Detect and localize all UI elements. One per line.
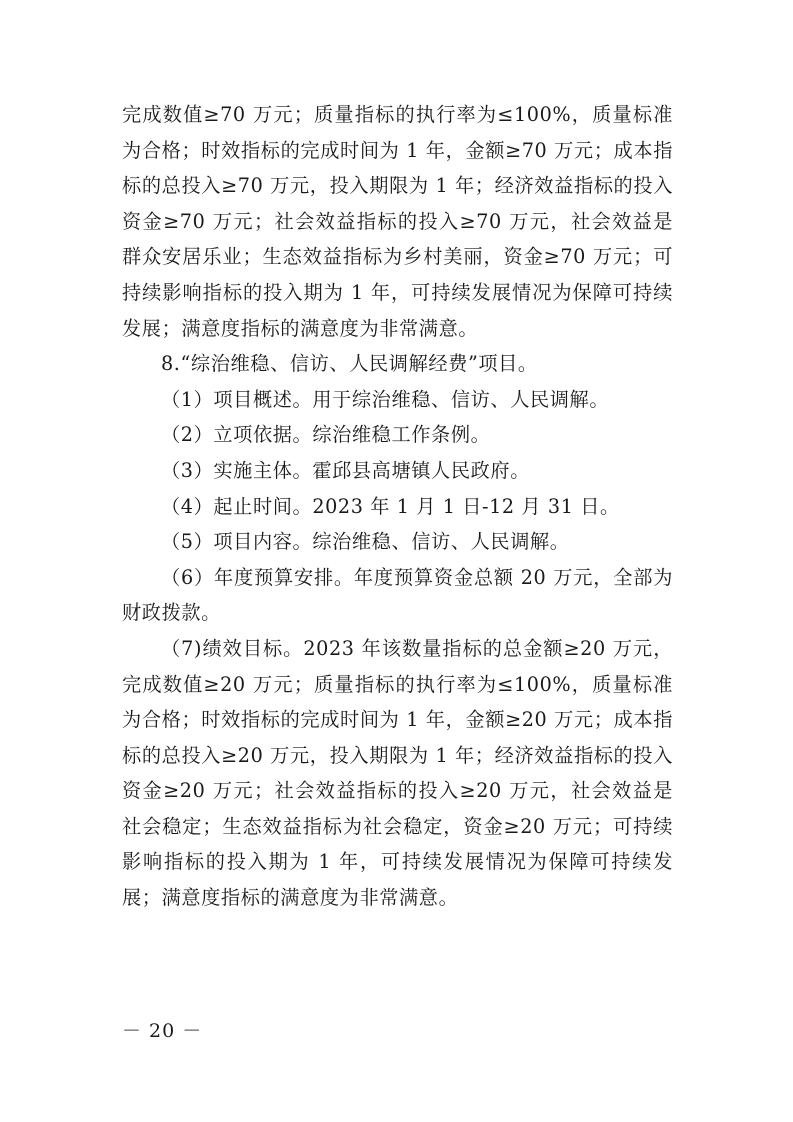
paragraph-overview: （1）项目概述。用于综治维稳、信访、人民调解。 <box>161 387 610 411</box>
section-heading: 8.“综治维稳、信访、人民调解经费”项目。 <box>161 352 538 376</box>
paragraph-basis: （2）立项依据。综治维稳工作条例。 <box>161 423 491 447</box>
paragraph-goals: （7)绩效目标。2023 年该数量指标的总金额≥20 万元，完成数值≥20 万元；质量指标的执行率为≤100%，质量标准为合格；时效指标的完成时间为 1 年，金额≥20 万元；成本指标的总投入≥20 万元，投入期限为 1 年；经济效益指标的投入资金≥20 万元；社会效益指标的投入≥20 万元，社会效益是社会稳定；生态效益指标为社会稳定，资金≥20 万元；可持续影响指标的投入期为 1 年，可持续发展情况为保障可持续发展；满意度指标的满意度为非常满意。 <box>122 636 673 910</box>
paragraph-budget: （6）年度预算安排。年度预算资金总额 20 万元，全部为财政拨款。 <box>122 565 673 625</box>
paragraph-period: （4）起止时间。2023 年 1 月 1 日-12 月 31 日。 <box>161 494 620 518</box>
paragraph-content: （5）项目内容。综治维稳、信访、人民调解。 <box>161 530 570 554</box>
document-body <box>122 97 673 916</box>
paragraph-entity: （3）实施主体。霍邱县高塘镇人民政府。 <box>161 458 530 482</box>
page-number: － 20 － <box>122 1020 203 1042</box>
paragraph-continuation: 完成数值≥70 万元；质量指标的执行率为≤100%，质量标准为合格；时效指标的完成时间为 1 年，金额≥70 万元；成本指标的总投入≥70 万元，投入期限为 1 年；经济效益指标的投入资金≥70 万元；社会效益指标的投入≥70 万元，社会效益是群众安居乐业；生态效益指标为乡村美丽，资金≥70 万元；可持续影响指标的投入期为 1 年，可持续发展情况为保障可持续发展；满意度指标的满意度为非常满意。 <box>122 103 673 340</box>
